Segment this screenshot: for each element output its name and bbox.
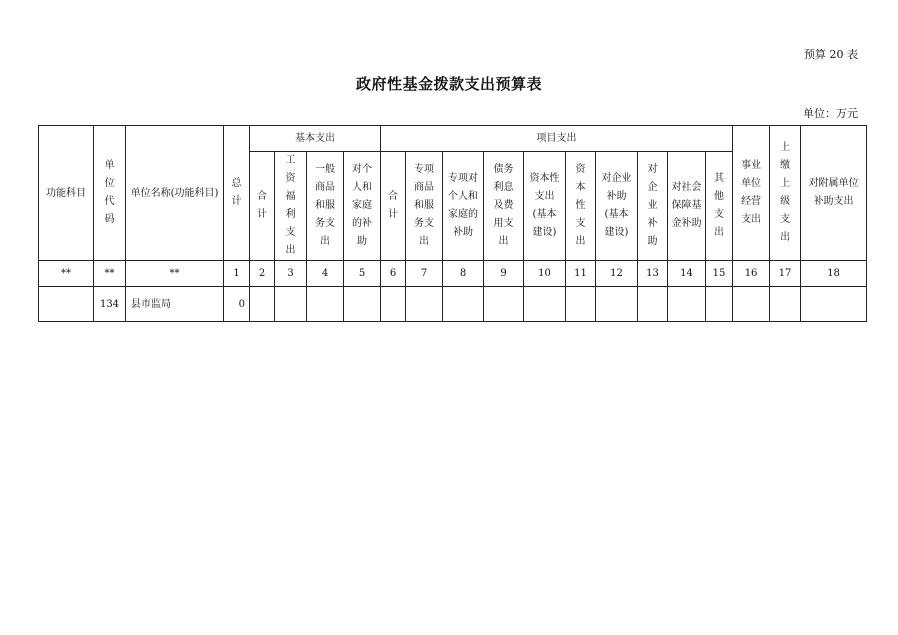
col-num: 9 [484, 261, 524, 287]
cell-empty [344, 287, 381, 322]
header-row-1 [39, 126, 867, 152]
col-num: ** [94, 261, 126, 287]
cell-code: 134 [94, 287, 126, 322]
col-num: 13 [638, 261, 668, 287]
header-func-subject: 功能科目 [39, 126, 94, 261]
col-num: 16 [733, 261, 770, 287]
report-number: 预算 20 表 [804, 48, 858, 61]
header-unit-code: 单位代码 [94, 126, 126, 261]
header-subsidy: 对附属单位补助支出 [801, 126, 867, 261]
header-project-other: 其他支出 [706, 152, 733, 261]
header-total: 总计 [224, 126, 250, 261]
header-project-enterprise: 对企业补助 [638, 152, 668, 261]
header-basic-total: 合计 [250, 152, 275, 261]
col-num: 4 [307, 261, 344, 287]
header-project-group: 项目支出 [381, 126, 733, 152]
header-basic-goods: 一般商品和服务支出 [307, 152, 344, 261]
unit-label: 单位：万元 [803, 107, 858, 120]
cell-empty [706, 287, 733, 322]
col-num: 5 [344, 261, 381, 287]
col-num: 3 [275, 261, 307, 287]
cell-empty [484, 287, 524, 322]
page-title: 政府性基金拨款支出预算表 [355, 75, 542, 93]
cell-empty [250, 287, 275, 322]
col-num: 11 [566, 261, 596, 287]
header-project-capital-construction: 资本性支出(基本建设) [524, 152, 566, 261]
col-num: 1 [224, 261, 250, 287]
header-project-enterprise-construction: 对企业补助(基本建设) [596, 152, 638, 261]
header-basic-salary: 工资福利支出 [275, 152, 307, 261]
cell-empty [443, 287, 484, 322]
header-basic-group: 基本支出 [250, 126, 381, 152]
col-num: 15 [706, 261, 733, 287]
header-basic-personal: 对个人和家庭的补助 [344, 152, 381, 261]
col-num: 12 [596, 261, 638, 287]
cell-name: 县市监局 [126, 287, 224, 322]
cell-func [39, 287, 94, 322]
header-project-total: 合计 [381, 152, 406, 261]
header-project-personal: 专项对个人和家庭的补助 [443, 152, 484, 261]
col-num: 10 [524, 261, 566, 287]
cell-empty [307, 287, 344, 322]
header-upper: 上缴上级支出 [770, 126, 801, 261]
col-num: 14 [668, 261, 706, 287]
cell-empty [524, 287, 566, 322]
cell-empty [596, 287, 638, 322]
cell-empty [770, 287, 801, 322]
cell-empty [733, 287, 770, 322]
col-num: 7 [406, 261, 443, 287]
cell-empty [275, 287, 307, 322]
col-num: 2 [250, 261, 275, 287]
col-num: 18 [801, 261, 867, 287]
header-project-social-security: 对社会保障基金补助 [668, 152, 706, 261]
cell-empty [801, 287, 867, 322]
col-num: ** [39, 261, 94, 287]
budget-table [38, 125, 867, 322]
header-project-capital: 资本性支出 [566, 152, 596, 261]
cell-empty [638, 287, 668, 322]
col-num: 17 [770, 261, 801, 287]
col-num: 8 [443, 261, 484, 287]
header-unit-name: 单位名称(功能科目) [126, 126, 224, 261]
cell-empty [566, 287, 596, 322]
cell-empty [406, 287, 443, 322]
cell-empty [381, 287, 406, 322]
col-num: ** [126, 261, 224, 287]
header-project-debt: 债务利息及费用支出 [484, 152, 524, 261]
header-project-goods: 专项商品和服务支出 [406, 152, 443, 261]
cell-empty [668, 287, 706, 322]
header-business: 事业单位经营支出 [733, 126, 770, 261]
column-number-row [39, 261, 867, 287]
table-row [39, 287, 867, 322]
cell-total: 0 [224, 287, 250, 322]
col-num: 6 [381, 261, 406, 287]
